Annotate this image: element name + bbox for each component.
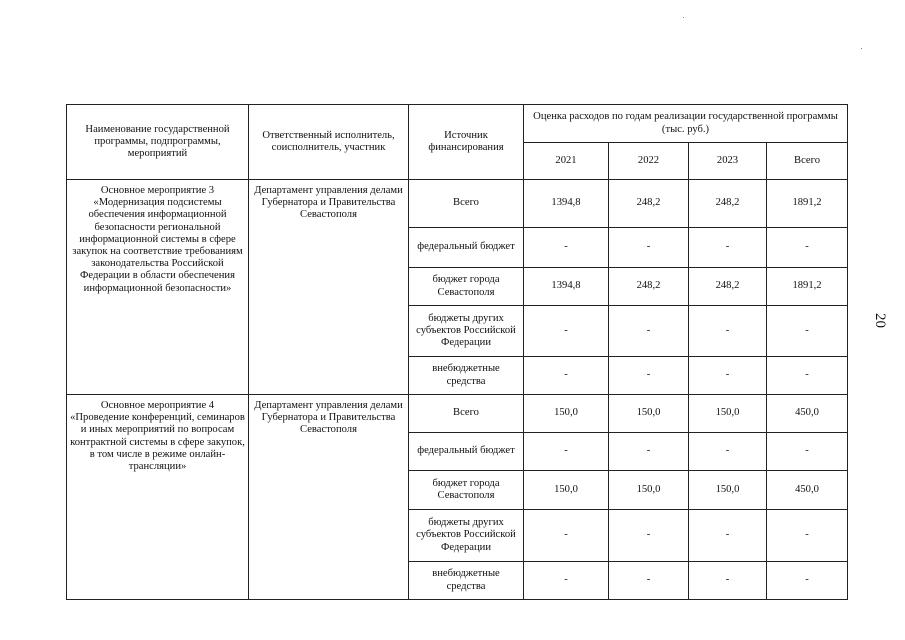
value-cell: -: [689, 306, 767, 357]
scan-speck: [861, 48, 862, 49]
value-cell: -: [609, 433, 689, 471]
executor-cell: Департамент управления делами Губернатора и Правительства Севастополя: [249, 395, 409, 600]
source-cell: федеральный бюджет: [409, 433, 524, 471]
value-cell: -: [609, 306, 689, 357]
header-year-2022: 2022: [609, 143, 689, 180]
source-cell: бюджеты других субъектов Российской Федерации: [409, 510, 524, 562]
value-cell: -: [524, 510, 609, 562]
source-cell: бюджет города Севастополя: [409, 268, 524, 306]
value-cell: -: [767, 510, 848, 562]
table-row: [67, 395, 848, 433]
header-estimate: Оценка расходов по годам реализации государственной программы (тыс. руб.): [524, 105, 848, 143]
value-cell: -: [524, 562, 609, 600]
header-program-name: Наименование государственной программы, подпрограммы, мероприятий: [67, 105, 249, 180]
program-name-cell: Основное мероприятие 3 «Модернизация подсистемы обеспечения информационной безопасности региональной информационной системы в сфере закупок на соответствие требованиям законодательства Российской Федерации в области обеспечения информационной безопасности»: [67, 180, 249, 395]
source-cell: внебюджетные средства: [409, 562, 524, 600]
value-cell: 248,2: [609, 268, 689, 306]
value-cell: 1394,8: [524, 268, 609, 306]
value-cell: -: [524, 357, 609, 395]
value-cell: 150,0: [689, 395, 767, 433]
value-cell: 450,0: [767, 471, 848, 510]
page-number: 20: [872, 313, 888, 328]
source-cell: Всего: [409, 395, 524, 433]
value-cell: -: [689, 510, 767, 562]
header-year-2023: 2023: [689, 143, 767, 180]
budget-table: [66, 104, 848, 600]
header-executor: Ответственный исполнитель, соисполнитель, участник: [249, 105, 409, 180]
value-cell: -: [609, 357, 689, 395]
scan-speck: [683, 17, 684, 18]
source-cell: бюджет города Севастополя: [409, 471, 524, 510]
value-cell: -: [524, 306, 609, 357]
value-cell: 150,0: [689, 471, 767, 510]
value-cell: -: [767, 228, 848, 268]
value-cell: 248,2: [689, 180, 767, 228]
executor-cell: Департамент управления делами Губернатора и Правительства Севастополя: [249, 180, 409, 395]
source-cell: федеральный бюджет: [409, 228, 524, 268]
value-cell: 450,0: [767, 395, 848, 433]
value-cell: 1891,2: [767, 180, 848, 228]
header-year-2021: 2021: [524, 143, 609, 180]
header-total: Всего: [767, 143, 848, 180]
value-cell: -: [767, 433, 848, 471]
program-name-cell: Основное мероприятие 4 «Проведение конференций, семинаров и иных мероприятий по вопросам контрактной системы в сфере закупок, в том числе в режиме онлайн-трансляции»: [67, 395, 249, 600]
value-cell: 150,0: [609, 471, 689, 510]
value-cell: -: [609, 510, 689, 562]
value-cell: 248,2: [609, 180, 689, 228]
header-funding-source: Источник финансирования: [409, 105, 524, 180]
value-cell: -: [609, 228, 689, 268]
value-cell: 150,0: [609, 395, 689, 433]
value-cell: -: [767, 562, 848, 600]
value-cell: -: [689, 562, 767, 600]
value-cell: 248,2: [689, 268, 767, 306]
source-cell: внебюджетные средства: [409, 357, 524, 395]
value-cell: -: [524, 228, 609, 268]
value-cell: -: [767, 306, 848, 357]
value-cell: -: [767, 357, 848, 395]
table-row: [67, 180, 848, 228]
value-cell: -: [609, 562, 689, 600]
value-cell: -: [689, 357, 767, 395]
value-cell: -: [689, 228, 767, 268]
source-cell: бюджеты других субъектов Российской Федерации: [409, 306, 524, 357]
value-cell: -: [689, 433, 767, 471]
value-cell: -: [524, 433, 609, 471]
value-cell: 150,0: [524, 471, 609, 510]
source-cell: Всего: [409, 180, 524, 228]
value-cell: 150,0: [524, 395, 609, 433]
value-cell: 1891,2: [767, 268, 848, 306]
value-cell: 1394,8: [524, 180, 609, 228]
